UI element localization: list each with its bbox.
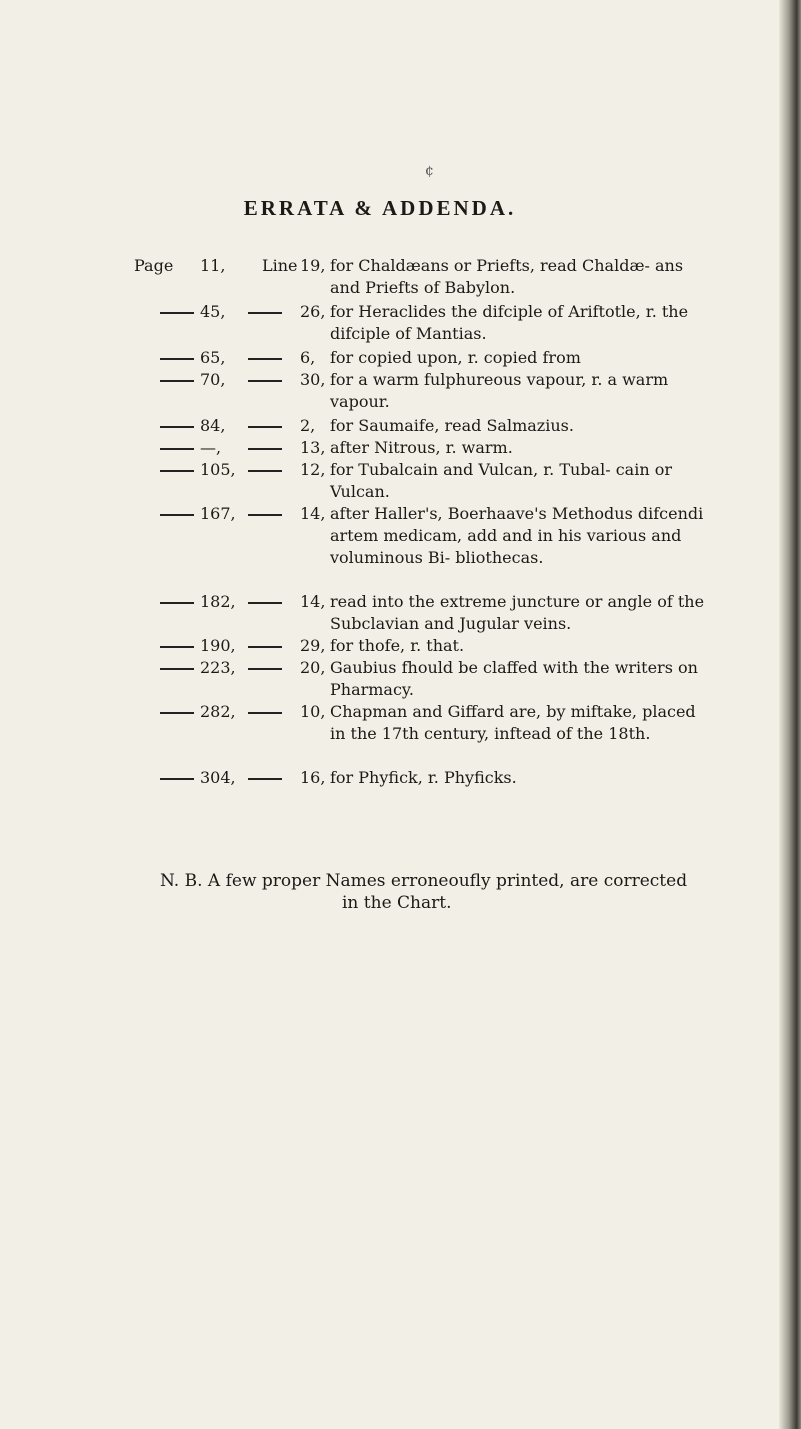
correction-text: for Saumaife, read Salmazius. xyxy=(330,416,574,435)
page-number: 70, xyxy=(200,370,226,389)
page-number: 223, xyxy=(200,658,236,677)
correction-text: for Tubalcain and Vulcan, r. Tubal- cain or Vulcan. xyxy=(330,460,672,501)
correction-text: read into the extreme juncture or angle of the Subclavian and Jugular veins. xyxy=(330,592,705,633)
correction-text: after Nitrous, r. warm. xyxy=(330,438,513,457)
line-label: Line xyxy=(262,256,298,275)
line-number: 13, xyxy=(300,438,326,457)
line-number: 30, xyxy=(300,370,326,389)
correction-text: for Phyfick, r. Phyficks. xyxy=(330,768,517,787)
line-number: 19, xyxy=(300,256,326,275)
page-number: 45, xyxy=(200,302,226,321)
line-number: 2, xyxy=(300,416,316,435)
line-number: 12, xyxy=(300,460,326,479)
correction-text: for thofe, r. that. xyxy=(330,636,465,655)
page-number: 190, xyxy=(200,636,236,655)
nota-bene-line2: in the Chart. xyxy=(342,893,452,913)
correction-text: for copied upon, r. copied from xyxy=(330,348,581,367)
nota-bene-prefix: N. B. xyxy=(160,871,203,891)
correction-text: Gaubius fhould be claffed with the writers on Pharmacy. xyxy=(330,658,698,699)
page-number: 182, xyxy=(200,592,236,611)
page-number: 105, xyxy=(200,460,236,479)
nota-bene-line1: A few proper Names erroneoufly printed, are corrected xyxy=(207,871,688,891)
page-number: 84, xyxy=(200,416,226,435)
correction-text: for Heraclides the difciple of Ariftotle, r. the difciple of Mantias. xyxy=(330,302,689,343)
page-number: 11, xyxy=(200,256,226,275)
page-label: Page xyxy=(134,256,174,275)
line-number: 14, xyxy=(300,504,326,523)
line-number: 14, xyxy=(300,592,326,611)
page-number: 167, xyxy=(200,504,236,523)
page-edge-shadow xyxy=(779,0,801,1429)
line-number: 29, xyxy=(300,636,326,655)
correction-text: for Chaldæans or Priefts, read Chaldæ- ans and Priefts of Babylon. xyxy=(330,256,684,297)
nota-bene xyxy=(160,870,760,914)
corner-mark: ¢ xyxy=(425,163,434,179)
correction-text: Chapman and Giffard are, by miftake, placed in the 17th century, inftead of the 18th. xyxy=(330,702,696,743)
page-number: —, xyxy=(200,438,222,457)
line-number: 20, xyxy=(300,658,326,677)
line-number: 16, xyxy=(300,768,326,787)
correction-text: for a warm fulphureous vapour, r. a warm vapour. xyxy=(330,370,669,411)
page-number: 304, xyxy=(200,768,236,787)
page-number: 65, xyxy=(200,348,226,367)
line-number: 6, xyxy=(300,348,316,367)
page-number: 282, xyxy=(200,702,236,721)
page-title: ERRATA & ADDENDA. xyxy=(243,196,517,220)
line-number: 10, xyxy=(300,702,326,721)
line-number: 26, xyxy=(300,302,326,321)
correction-text: after Haller's, Boerhaave's Methodus difcendi artem medicam, add and in his various and voluminous Bi- bliothecas. xyxy=(330,504,704,567)
